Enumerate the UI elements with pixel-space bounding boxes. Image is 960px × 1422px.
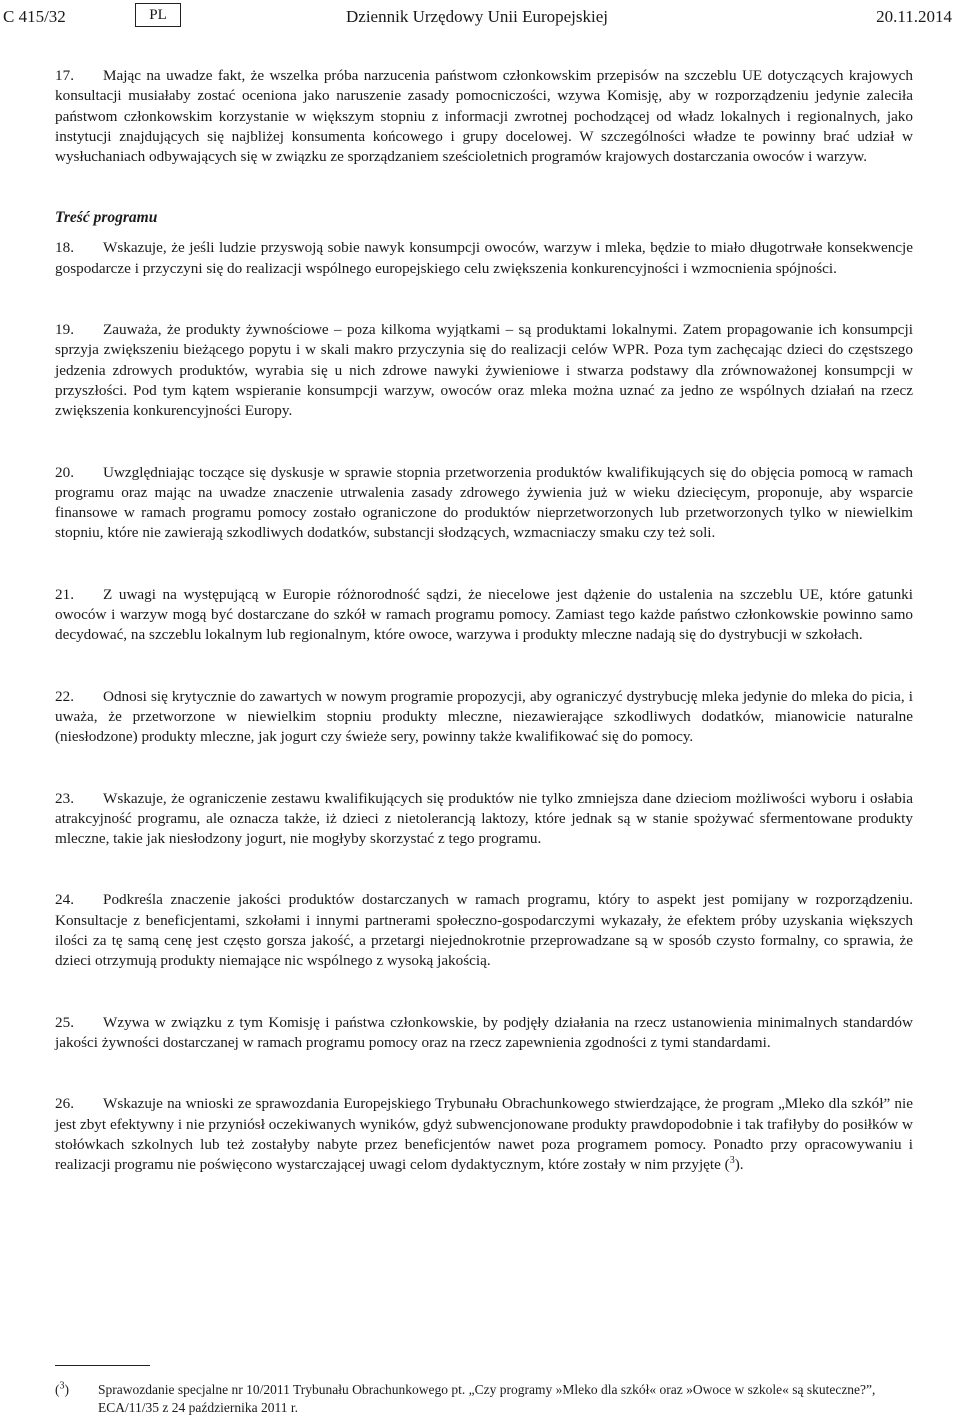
paragraph-number: 23. [55, 789, 74, 807]
paragraph-23 [55, 789, 913, 850]
section-heading: Treść programu [55, 209, 158, 227]
paragraph-21 [55, 585, 913, 646]
paragraph-text: Z uwagi na występującą w Europie różnorodność sądzi, że niecelowe jest dążenie do ustalenia na szczeblu UE, które gatunki owoców i warzyw mogą być dostarczane do szkół w ramach programu pomocy. Zamiast tego każde państwo członkowskie powinno samo decydować, na szczeblu lokalnym lub regionalnym, które owoce, warzywa i produkty mleczne nadają się do dystrybucji w szkołach. [55, 585, 913, 644]
paragraph-text: Wzywa w związku z tym Komisję i państwa członkowskie, by podjęły działania na rzecz ustanowienia minimalnych standardów jakości żywności dostarczanej w ramach programu pomocy oraz na rzecz zapewnienia zgodności z tymi standardami. [55, 1013, 913, 1051]
paragraph-text: Wskazuje, że jeśli ludzie przyswoją sobie nawyk konsumpcji owoców, warzyw i mleka, będzie to miało długotrwałe konsekwencje gospodarcze i przyczyni się do realizacji wspólnego europejskiego celu zwiększenia konkurencyjności i wzmocnienia spójności. [55, 239, 913, 277]
paragraph-text: Zauważa, że produkty żywnościowe – poza kilkoma wyjątkami – są produktami lokalnymi. Zatem propagowanie ich konsumpcji sprzyja zwiększeniu bieżącego popytu i w skali makro przyczynia się do realizacji celów WPR. Poza tym zachęcając dzieci do częstszego jedzenia zdrowych produktów, wyrabia się u nich zdrowe nawyki żywieniowe i stwarza podstawy dla zrównoważonej konsumpcji w przyszłości. Pod tym kątem wspieranie konsumpcji warzyw, owoców oraz mleka można uznać za jedno ze wspólnych działań na rzecz zwiększenia konkurencyjności Europy. [55, 321, 913, 420]
paragraph-26 [55, 1094, 913, 1175]
paragraph-25 [55, 1013, 913, 1054]
paragraph-text: Podkreśla znaczenie jakości produktów dostarczanych w ramach programu, który to aspekt jest pomijany w rozporządzeniu. Konsultacje z beneficjentami, szkołami i innymi partnerami społeczno-gospodarczymi wykazały, że efektem próby uzyskania większych ilości za tę samą cenę jest często gorsza jakość, a przetargi niejednokrotnie przeprowadzane są w sposób czysto formalny, co sprawia, że dzieci otrzymują produkty niemające nic wspólnego z wysoką jakością. [55, 891, 913, 970]
paragraph-number: 22. [55, 687, 74, 705]
paragraph-text: Wskazuje na wnioski ze sprawozdania Europejskiego Trybunału Obrachunkowego stwierdzające, że program „Mleko dla szkół” nie jest zbyt efektywny i nie przyniósł oczekiwanych wyników, gdyż subwencjonowane produkty prawdopodobnie i tak trafiłyby do posiłków w stołówkach szkolnych lub też zostałyby nabyte przez beneficjentów nawet poza programem pomocy. Ponadto przy opracowywaniu i realizacji programu nie poświęcono wystarczającej uwagi celom dydaktycznym, które zostały w nim przyjęte ( [55, 1095, 913, 1174]
footnote-marker: ($^3$) [55, 1380, 69, 1397]
paragraph-number: 17. [55, 67, 74, 84]
paragraph-number: 20. [55, 463, 74, 481]
publication-date: 20.11.2014 [876, 7, 952, 26]
paragraph-22 [55, 687, 913, 748]
paragraph-20 [55, 463, 913, 544]
footnote-text: Sprawozdanie specjalne nr 10/2011 Trybunału Obrachunkowego pt. „Czy programy »Mleko dla szkół« oraz »Owoce w szkole« są skuteczne?”, ECA/11/35 z 24 października 2011 r. [98, 1382, 876, 1415]
paragraph-number: 26. [55, 1095, 74, 1113]
paragraph-17 [55, 66, 913, 167]
paragraph-text-tail: ). [734, 1156, 744, 1174]
paragraph-number: 21. [55, 585, 74, 603]
paragraph-18 [55, 238, 913, 279]
paragraph-number: 19. [55, 321, 74, 339]
paragraph-19 [55, 320, 913, 421]
footnote [55, 1381, 913, 1417]
paragraph-number: 18. [55, 239, 74, 257]
document-body [55, 66, 913, 1175]
paragraph-text: Mając na uwadze fakt, że wszelka próba narzucenia państwom członkowskim przepisów na szczeblu UE dotyczących krajowych konsultacji musiałaby zostać oceniona jako naruszenie zasady pomocniczości, wzywa Komisję, aby w rozporządzeniu jedynie zaleciła państwom członkowskim korzystanie w większym stopniu z informacji zwrotnej pochodzącej od władz lokalnych i regionalnych, jako instytucji znajdujących się najbliżej konsumenta końcowego i grupy docelowej. W szczególności władze te powinny brać udział w wysłuchaniach odbywających się w związku ze sporządzaniem sześcioletnich programów krajowych dostarczania owoców i warzyw. [55, 67, 913, 166]
footnote-reference[interactable]: 3 [729, 1155, 735, 1167]
paragraph-number: 24. [55, 891, 74, 909]
footnote-divider [55, 1365, 150, 1366]
paragraph-text: Wskazuje, że ograniczenie zestawu kwalifikujących się produktów nie tylko zmniejsza dane dzieciom możliwości wyboru i osłabia atrakcyjność programu, ale oznacza także, iż dzieci z nietolerancją laktozy, które jednak są w stanie spożywać sfermentowane produkty mleczne, takie jak niesłodzony jogurt, nie mogłyby skorzystać z tego programu. [55, 789, 913, 848]
paragraph-text: Uwzględniając toczące się dyskusje w sprawie stopnia przetworzenia produktów kwalifikujących się do objęcia pomocą w ramach programu oraz mając na uwadze znaczenie utrwalenia zasady zdrowego żywienia już w wieku dziecięcym, proponuje, aby wsparcie finansowe w ramach programu pomocy zostało ograniczone do produktów nieprzetworzonych lub przetworzonych tylko w niewielkim stopniu, które nie zawierają szkodliwych dodatków, substancji słodzących, wzmacniaczy smaku czy też soli. [55, 463, 913, 542]
journal-title: Dziennik Urzędowy Unii Europejskiej [346, 7, 609, 26]
paragraph-24 [55, 890, 913, 971]
page-reference: C 415/32 [3, 7, 66, 26]
paragraph-text: Odnosi się krytycznie do zawartych w nowym programie propozycji, aby ograniczyć dystrybucję mleka jedynie do mleka do picia, i uważa, że przetworzone w niewielkim stopniu produkty mleczne, niezawierające szkodliwych dodatków, mianowicie naturalne (niesłodzone) produkty mleczne, jak jogurt czy świeże sery, powinny także kwalifikować się do pomocy. [55, 687, 913, 746]
page-header [0, 0, 960, 40]
language-badge: PL [135, 3, 181, 27]
paragraph-number: 25. [55, 1013, 74, 1031]
